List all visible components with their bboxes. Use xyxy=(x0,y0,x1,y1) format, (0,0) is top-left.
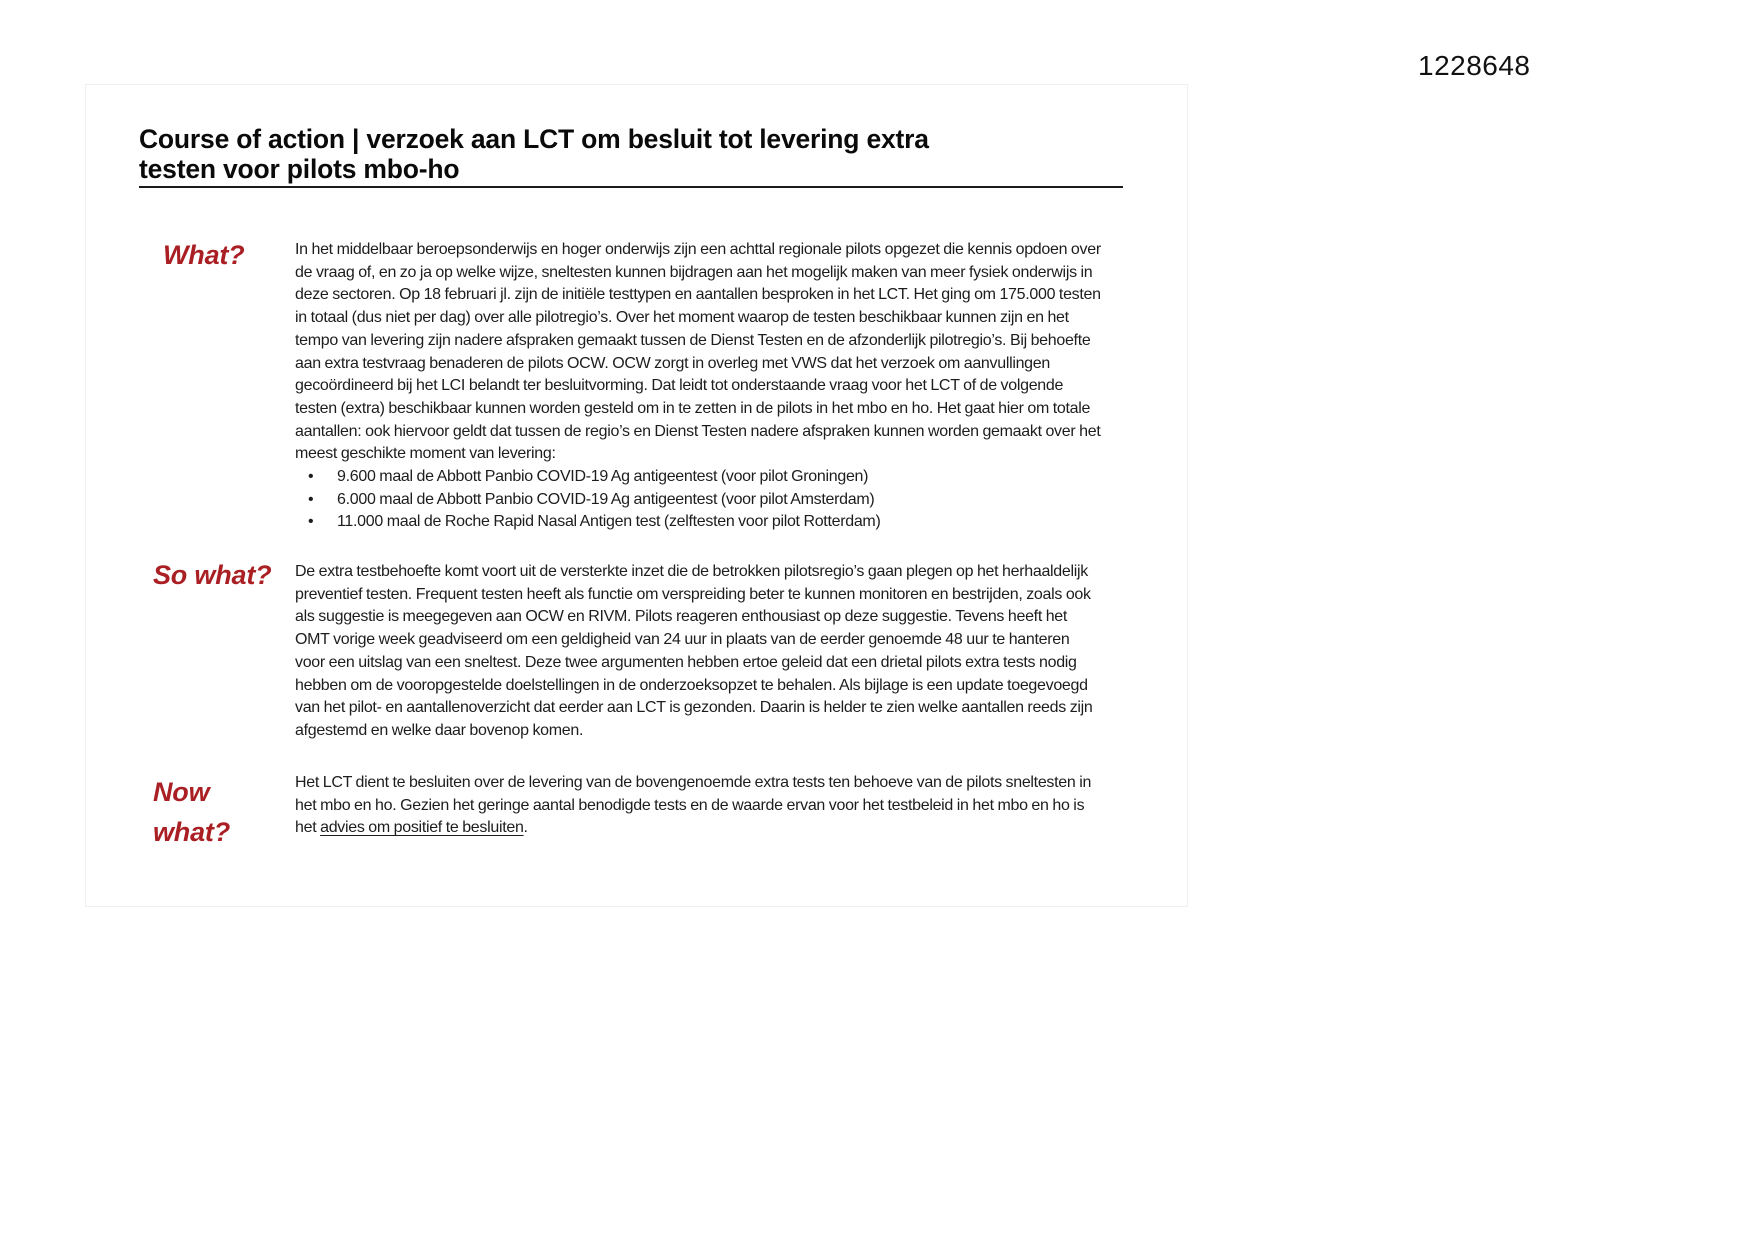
so-what-paragraph: De extra testbehoefte komt voort uit de versterkte inzet die de betrokken pilotsregio’s gaan plegen op het herhaaldelijk preventief testen. Frequent testen heeft als functie om verspreiding beter te kunnen monitoren en bestrijden, zoals ook als suggestie is meegegeven aan OCW en RIVM. Pilots reageren enthousiast op deze suggestie. Tevens heeft het OMT vorige week geadviseerd om een geldigheid van 24 uur in plaats van de eerder genoemde 48 uur te hanteren voor een uitslag van een sneltest. Deze twee argumenten hebben ertoe geleid dat een drietal pilots extra tests nodig hebben om de vooropgestelde doelstellingen in de onderzoeksopzet te behalen. Als bijlage is een update toegevoegd van het pilot- en aantallenoverzicht dat eerder aan LCT is gezonden. Daarin is helder te zien welke aantallen reeds zijn afgestemd en welke daar bovenop komen. xyxy=(295,563,1093,739)
bullet-dot-icon: • xyxy=(308,513,314,531)
now-what-paragraph xyxy=(295,772,1101,840)
what-paragraph: In het middelbaar beroepsonderwijs en hoger onderwijs zijn een achttal regionale pilots opgezet die kennis opdoen over de vraag of, en zo ja op welke wijze, sneltesten kunnen bijdragen aan het mogelijk maken van meer fysiek onderwijs in deze sectoren. Op 18 februari jl. zijn de initiële testtypen en aantallen besproken in het LCT. Het ging om 175.000 testen in totaal (dus niet per dag) over alle pilotregio’s. Over het moment waarop de testen beschikbaar kunnen zijn en het tempo van levering zijn nadere afspraken gemaakt tussen de Dienst Testen en de afzonderlijk pilotregio’s. Bij behoefte aan extra testvraag benaderen de pilots OCW. OCW zorgt in overleg met VWS dat het verzoek om aanvullingen gecoördineerd bij het LCI belandt ter besluitvorming. Dat leidt tot onderstaande vraag voor het LCT of de volgende testen (extra) beschikbaar kunnen worden gesteld om in te zetten in de pilots in het mbo en ho. Het gaat hier om totale aantallen: ook hiervoor geldt dat tussen de regio’s en Dienst Testen nadere afspraken kunnen worden gemaakt over het meest geschikte moment van levering: xyxy=(295,241,1101,463)
page-title-line2: testen voor pilots mbo-ho xyxy=(139,154,460,184)
section-now-what-body xyxy=(295,772,1101,840)
what-bullet-list xyxy=(295,466,1101,534)
page-title xyxy=(139,124,1119,184)
bullet-item-rotterdam xyxy=(295,511,1101,534)
section-label-so-what: So what? xyxy=(153,560,272,590)
bullet-dot-icon: • xyxy=(308,490,314,508)
bullet-dot-icon: • xyxy=(308,468,314,486)
section-label-now-what xyxy=(153,772,230,852)
now-what-advice-underlined: advies om positief te besluiten xyxy=(320,819,524,837)
now-what-text-post: . xyxy=(523,819,528,837)
section-what-body xyxy=(295,239,1101,534)
now-what-label-line1: Now xyxy=(153,777,210,807)
title-underline-rule xyxy=(139,186,1123,188)
section-so-what-body xyxy=(295,561,1101,743)
bullet-item-amsterdam xyxy=(295,489,1101,512)
now-what-label-line2: what? xyxy=(153,817,230,847)
bullet-text: 9.600 maal de Abbott Panbio COVID-19 Ag antigeentest (voor pilot Groningen) xyxy=(337,468,869,486)
bullet-item-groningen xyxy=(295,466,1101,489)
page-title-line1: Course of action | verzoek aan LCT om besluit tot levering extra xyxy=(139,124,929,154)
now-what-text-pre: Het LCT dient te besluiten over de levering van de bovengenoemde extra tests ten behoeve van de pilots sneltesten in het mbo en ho. Gezien het geringe aantal benodigde tests en de waarde ervan voor het testbeleid in het mbo en ho is het xyxy=(295,774,1092,837)
section-label-what: What? xyxy=(163,240,245,270)
bullet-text: 6.000 maal de Abbott Panbio COVID-19 Ag antigeentest (voor pilot Amsterdam) xyxy=(337,490,875,508)
bullet-text: 11.000 maal de Roche Rapid Nasal Antigen test (zelftesten voor pilot Rotterdam) xyxy=(337,513,881,531)
document-number: 1228648 xyxy=(1418,50,1531,81)
